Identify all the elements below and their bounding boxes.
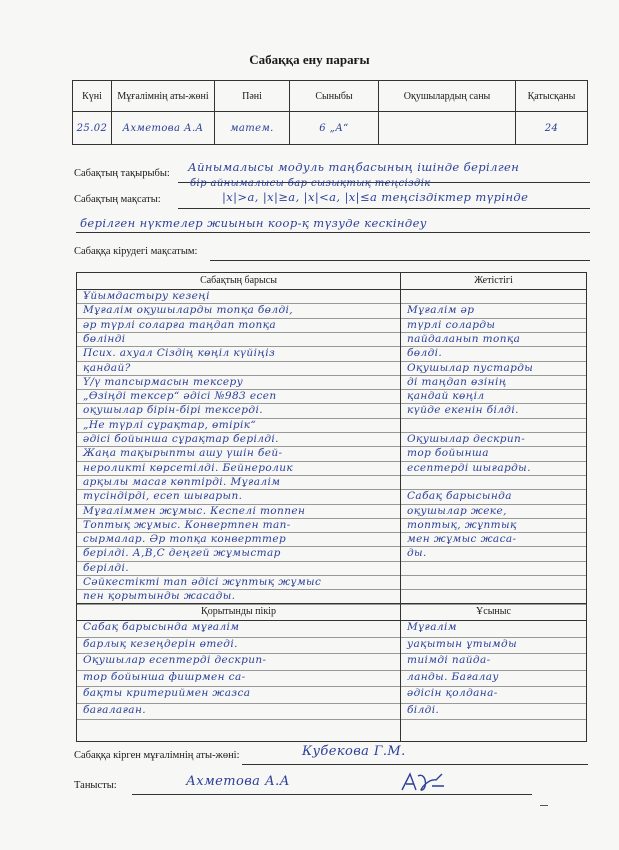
table-header-row xyxy=(73,81,588,112)
visitor-name: Кубекова Г.М. xyxy=(302,744,406,759)
table-row-text: барлық кезеңдерін өтеді. xyxy=(83,637,238,650)
table-row-text: білді. xyxy=(407,703,440,716)
table-row-text: „Өзіңді тексер“ әдісі №983 есеп xyxy=(83,390,277,403)
ruled-line xyxy=(401,575,586,576)
ack-name: Ахметова А.А xyxy=(186,774,290,789)
visitor-underline xyxy=(242,764,588,765)
goal-line-2: берілген нүктелер жиынын коор-қ түзуде кескіндеу xyxy=(80,216,427,230)
ruled-line xyxy=(401,719,586,720)
column-header: Күні xyxy=(73,81,112,112)
page-mark xyxy=(540,805,548,806)
table-row-text: уақытын ұтымды xyxy=(407,637,518,650)
table-row-text: пайдаланып топқа xyxy=(407,332,521,345)
goal-underline xyxy=(178,208,590,209)
table-row-text: Мұғалім xyxy=(407,621,457,633)
table-row-text: қандай көңіл xyxy=(407,390,485,403)
column-header: Пәні xyxy=(215,81,290,112)
ruled-line xyxy=(401,475,586,476)
table-row-text: әр түрлі соларға таңдап топқа xyxy=(83,318,277,331)
table-row-text: оқушылар бірін-бірі тексерді. xyxy=(83,404,263,417)
attended-cell: 24 xyxy=(516,112,588,145)
table-row-text: „Не түрлі сұрақтар, өтірік“ xyxy=(83,418,257,431)
table-row-text: әдісін қолдана- xyxy=(407,687,498,699)
visitor-label: Сабаққа кірген мұғалімнің аты-жөні: xyxy=(74,750,240,761)
table-row-text: ді таңдап өзінің xyxy=(407,375,507,388)
visit-goal-underline xyxy=(210,260,590,261)
table-row-text: Мұғалім оқушыларды топқа бөлді, xyxy=(83,304,294,317)
table-row-text: нероликті көрсетілді. Бейнеролик xyxy=(83,461,294,474)
suggestion-column-header: Ұсыныс xyxy=(476,606,511,617)
table-row-text: Топтық жұмыс. Конвертпен тап- xyxy=(83,518,291,531)
table-row-text: мен жұмыс жаса- xyxy=(407,533,517,546)
column-header: Мұғалімнің аты-жөні xyxy=(112,81,215,112)
table-row-text: сырмалар. Әр топқа конверттер xyxy=(83,533,287,546)
table-row-text: Оқушылар есептерді дескрип- xyxy=(83,654,267,666)
teacher-cell: Ахметова А.А xyxy=(112,112,215,145)
table-row-text: тиімді пайда- xyxy=(407,654,491,666)
conclusion-column-header: Қорытынды пікір xyxy=(201,606,276,617)
ruled-line xyxy=(401,418,586,419)
date-cell: 25.02 xyxy=(73,112,112,145)
goal-label: Сабақтың мақсаты: xyxy=(74,194,161,205)
table-row-text: түсіндірді, есеп шығарып. xyxy=(83,490,243,503)
ack-underline xyxy=(132,794,532,795)
table-row-text: Сабақ барысында xyxy=(407,490,512,503)
table-row-text: бөлді. xyxy=(407,347,443,360)
table-row-text: түрлі соларды xyxy=(407,318,496,331)
ruled-line xyxy=(401,561,586,562)
table-row-text: Ү/ү тапсырмасын тексеру xyxy=(83,375,244,388)
subject-cell: матем. xyxy=(215,112,290,145)
table-row-text: күйде екенін білді. xyxy=(407,404,519,417)
table-row-text: топтық, жұптық xyxy=(407,518,517,531)
goal-underline-2 xyxy=(76,232,590,233)
signature-mark xyxy=(398,768,448,798)
table-row-text: арқылы масағ көптірді. Мұғалім xyxy=(83,475,281,488)
table-row-text: Мұғаліммен жұмыс. Кеспелі топпен xyxy=(83,504,306,517)
table-row-text: ды. xyxy=(407,547,427,560)
table-row xyxy=(73,112,588,145)
students-count-cell xyxy=(379,112,516,145)
table-row-text: ланды. Бағалау xyxy=(407,670,499,683)
table-row-text: берілді. xyxy=(83,561,129,574)
table-row-text: бөлінді xyxy=(83,332,126,345)
table-row-text: берілді. А,В,С деңгей жұмыстар xyxy=(83,547,281,560)
achievement-column-header: Жетістігі xyxy=(474,275,513,286)
topic-label: Сабақтың тақырыбы: xyxy=(74,168,170,179)
table-row-text: тор бойынша фишрмен са- xyxy=(83,670,246,683)
table-row-text: Псих. ахуал Сіздің көңіл күйіңіз xyxy=(83,347,276,360)
table-row-text: Оқушылар дескрип- xyxy=(407,433,526,445)
table-row-text: есептерді шығарды. xyxy=(407,461,531,474)
table-row-text: бақты критериймен жазса xyxy=(83,687,251,699)
table-row-text: қандай? xyxy=(83,361,131,374)
column-header: Қатысқаны xyxy=(516,81,588,112)
lesson-progress-table xyxy=(76,272,587,742)
column-header: Сыныбы xyxy=(290,81,379,112)
table-row-text: пен қорытынды жасады. xyxy=(83,590,236,603)
table-row-text: Оқушылар пустарды xyxy=(407,361,534,374)
table-row-text: бағалаған. xyxy=(83,703,147,716)
progress-column-header: Сабақтың барысы xyxy=(200,275,277,286)
column-divider xyxy=(400,273,401,741)
table-row-text: Сабақ барысында мұғалім xyxy=(83,621,240,633)
table-row-text: Сәйкестікті тап әдісі жұптық жұмыс xyxy=(83,576,322,588)
goal-line-1: |x|>a, |x|≥a, |x|<a, |x|≤a теңсіздіктер түрінде xyxy=(222,190,529,204)
table-row-text: оқушылар жеке, xyxy=(407,504,507,517)
topic-line-2: бір айнымалысы бар сызықтық теңсіздік xyxy=(190,178,431,189)
ack-label: Танысты: xyxy=(74,780,117,791)
lesson-info-table xyxy=(72,80,588,145)
table-row-text: Мұғалім әр xyxy=(407,304,475,317)
ruled-line xyxy=(401,589,586,590)
table-row-text: Ұйымдастыру кезеңі xyxy=(83,290,210,302)
topic-line-1: Айнымалысы модуль таңбасының ішінде берілген xyxy=(188,160,520,174)
column-header: Оқушылардың саны xyxy=(379,81,516,112)
table-row-text: Жаңа тақырыпты ашу үшін бей- xyxy=(83,447,283,460)
page-title: Сабаққа ену парағы xyxy=(249,52,370,67)
ruled-line xyxy=(401,546,586,547)
ruled-line xyxy=(77,719,400,720)
visit-goal-label: Сабаққа кірудегі мақсатым: xyxy=(74,246,198,257)
table-row-text: әдісі бойынша сұрақтар берілді. xyxy=(83,433,279,445)
class-cell: 6 „А“ xyxy=(290,112,379,145)
table-row-text: тор бойынша xyxy=(407,447,489,460)
